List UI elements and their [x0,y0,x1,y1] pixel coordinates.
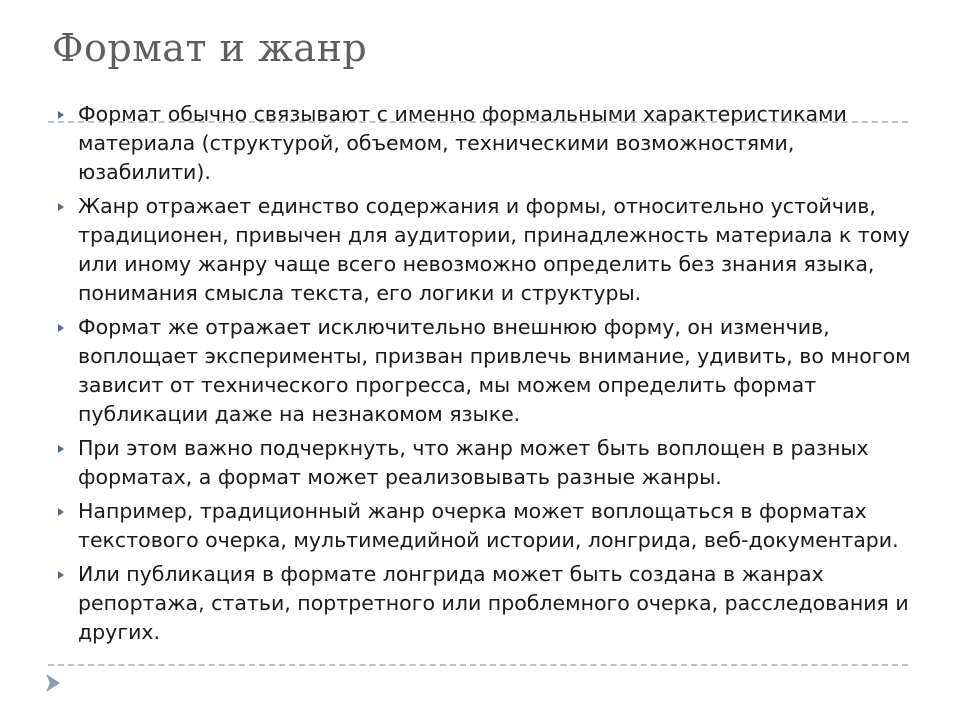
bullet-text: Формат же отражает исключительно внешнюю форму, он изменчив, воплощает эксперименты, призван привлечь внимание, удивить, во многом зависит от технического прогресса, мы можем определить формат публикации даже на незнакомом языке. [78,315,911,426]
triangle-bullet-icon [58,571,64,579]
bullet-list [56,100,926,652]
bottom-dashed-divider [48,664,908,666]
triangle-bullet-icon [58,508,64,516]
triangle-bullet-icon [58,324,64,332]
bullet-item [56,192,926,308]
triangle-bullet-icon [58,445,64,453]
triangle-bullet-icon [58,111,64,119]
corner-arrow-icon [44,672,62,694]
bullet-item [56,313,926,429]
bullet-text: Формат обычно связывают с именно формальными характеристиками материала (структурой, объемом, техническими возможностями, юзабилити). [78,102,847,184]
bullet-text: При этом важно подчеркнуть, что жанр может быть воплощен в разных форматах, а формат может реализовывать разные жанры. [78,436,869,489]
bullet-item [56,434,926,492]
slide-title: Формат и жанр [52,26,368,70]
bullet-text: Жанр отражает единство содержания и формы, относительно устойчив, традиционен, привычен для аудитории, принадлежность материала к тому или иному жанру чаще всего невозможно определить без знания языка, понимания смысла текста, его логики и структуры. [78,194,910,305]
bullet-item [56,100,926,187]
triangle-bullet-icon [58,203,64,211]
bullet-item [56,560,926,647]
bullet-text: Например, традиционный жанр очерка может воплощаться в форматах текстового очерка, мультимедийной истории, лонгрида, веб-документари. [78,499,899,552]
bullet-text: Или публикация в формате лонгрида может быть создана в жанрах репортажа, статьи, портретного или проблемного очерка, расследования и других. [78,562,909,644]
bullet-item [56,497,926,555]
